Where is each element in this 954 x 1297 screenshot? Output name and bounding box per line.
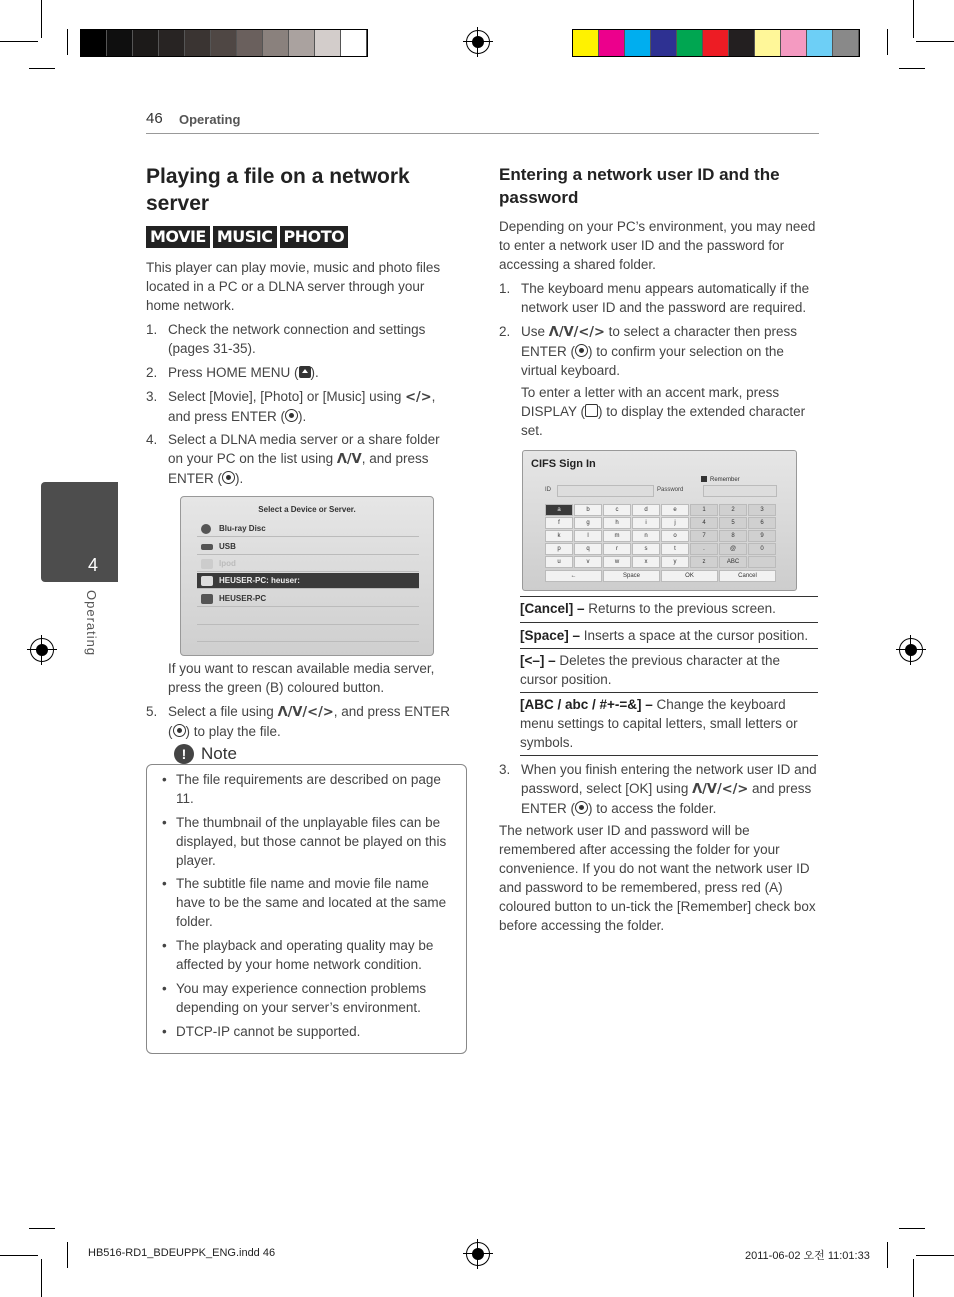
arrow-keys-icon: Λ/V/</> (692, 782, 749, 797)
note-item: • The subtitle file name and movie file name have to be the same and located at the same folder. (176, 874, 456, 931)
divider (520, 648, 818, 649)
device-item-bluray: Blu-ray Disc (197, 521, 419, 537)
color-swatch (599, 30, 625, 56)
divider (520, 596, 818, 597)
step-4: 4. Select a DLNA media server or a share folder on your PC on the list using Λ/V, and press ENTER ( ). (146, 432, 440, 486)
keyboard-key: p (545, 543, 573, 555)
right-intro: Depending on your PC’s environment, you may need to enter a network user ID and the password for accessing a shared folder. (499, 219, 816, 272)
keyboard-key: d (632, 504, 660, 516)
keyboard-key: l (574, 530, 602, 542)
pc-icon (201, 594, 213, 604)
color-swatch (625, 30, 651, 56)
keyboard-key: 3 (748, 504, 776, 516)
gray-swatch (107, 30, 133, 56)
enter-icon (173, 724, 186, 737)
keyboard-key: i (632, 517, 660, 529)
screen-title: Select a Device or Server. (258, 505, 356, 514)
keyboard-key: g (574, 517, 602, 529)
keyboard-title: CIFS Sign In (531, 458, 596, 470)
keyboard-key: o (661, 530, 689, 542)
keyboard-key: 7 (690, 530, 718, 542)
device-item-empty (197, 609, 419, 625)
divider (520, 622, 818, 623)
keyboard-key: 4 (690, 517, 718, 529)
gray-swatch (81, 30, 107, 56)
color-swatch (651, 30, 677, 56)
note-header (168, 744, 243, 764)
keyboard-key: 0 (748, 543, 776, 555)
keyboard-key: y (661, 556, 689, 568)
key-ok: OK (661, 570, 718, 582)
device-item-ipod: Ipod (197, 556, 419, 572)
device-item-heuser-pc: HEUSER-PC (197, 591, 419, 607)
gray-swatch (185, 30, 211, 56)
arrow-keys-icon: Λ/V (336, 452, 362, 467)
keyboard-key: j (661, 517, 689, 529)
keyboard-key: x (632, 556, 660, 568)
keyboard-key: 8 (719, 530, 747, 542)
keyboard-key: z (690, 556, 718, 568)
keyboard-key: 2 (719, 504, 747, 516)
page-number: 46 (146, 110, 163, 127)
keyboard-key: n (632, 530, 660, 542)
device-list-screenshot (180, 496, 434, 656)
gray-swatch (211, 30, 237, 56)
keyboard-key: a (545, 504, 573, 516)
footer-filename: HB516-RD1_BDEUPPK_ENG.indd 46 (88, 1247, 276, 1259)
right-step-1: 1. The keyboard menu appears automatically if the network user ID and the password are required. (499, 281, 810, 315)
note-item: • The file requirements are described on page 11. (176, 770, 456, 808)
enter-icon (222, 471, 235, 484)
color-swatch (833, 30, 859, 56)
def-cancel: [Cancel] – Returns to the previous screen. (520, 601, 776, 616)
remember-checkbox: Remember (701, 476, 740, 483)
keyboard-key: c (603, 504, 631, 516)
color-swatch (703, 30, 729, 56)
note-label: Note (201, 744, 237, 763)
gray-swatch (237, 30, 263, 56)
section-title: Operating (179, 112, 241, 127)
gray-swatch (341, 30, 367, 56)
right-step-2: 2. Use Λ/V/</> to select a character then press ENTER ( ) to confirm your selection on the virtual keyboard. (499, 324, 798, 378)
section-heading: Entering a network user ID and the password (499, 165, 780, 207)
badge-music: MUSIC (213, 226, 277, 248)
key-backspace: ← (545, 570, 602, 582)
keyboard-key: 5 (719, 517, 747, 529)
closing-text: The network user ID and password will be remembered after accessing the folder for your convenience. If you do not want the network user ID and password to be remembered, press red (A) coloured button to un-tick the [Remember] check box before accessing the folder. (499, 823, 816, 933)
home-icon (299, 366, 311, 378)
note-item: • The playback and operating quality may be affected by your home network condition. (176, 936, 456, 974)
gray-swatch (159, 30, 185, 56)
keyboard-keys (545, 504, 776, 568)
step-3: 3. Select [Movie], [Photo] or [Music] using </>, and press ENTER ( ). (146, 389, 436, 424)
footer-date: 2011-06-02 오전 11:01:33 (745, 1250, 870, 1262)
keyboard-key: s (632, 543, 660, 555)
grayscale-bar (80, 29, 368, 57)
media-badges (146, 226, 348, 248)
note-item: • The thumbnail of the unplayable files can be displayed, but those cannot be played on this player. (176, 813, 456, 870)
key-cancel: Cancel (719, 570, 776, 582)
cifs-keyboard-screenshot (522, 450, 797, 591)
disc-icon (201, 524, 211, 534)
arrow-keys-icon: Λ/V/</> (548, 325, 605, 340)
keyboard-key: h (603, 517, 631, 529)
keyboard-key: f (545, 517, 573, 529)
divider (520, 692, 818, 693)
badge-photo: PHOTO (280, 226, 349, 248)
keyboard-key: @ (719, 543, 747, 555)
color-swatch (729, 30, 755, 56)
usb-icon (201, 544, 213, 550)
chapter-label: Operating (84, 590, 99, 657)
keyboard-key: e (661, 504, 689, 516)
id-field (557, 485, 654, 497)
keyboard-bottom-row (545, 570, 776, 582)
arrow-keys-icon: Λ/V/</> (277, 705, 334, 720)
gray-swatch (289, 30, 315, 56)
registration-mark-icon (466, 1242, 490, 1266)
keyboard-key: k (545, 530, 573, 542)
device-item-heuser-share: HEUSER-PC: heuser: (197, 573, 419, 589)
def-space: [Space] – Inserts a space at the cursor position. (520, 628, 809, 643)
chapter-tab (41, 482, 118, 582)
registration-mark-icon (899, 638, 923, 662)
step-2: 2. Press HOME MENU ( ). (146, 365, 319, 380)
color-swatch (573, 30, 599, 56)
color-swatch (677, 30, 703, 56)
keyboard-key: ABC (719, 556, 747, 568)
gray-swatch (263, 30, 289, 56)
keyboard-key: m (603, 530, 631, 542)
color-bar (572, 29, 860, 57)
right-step-3: 3. When you finish entering the network user ID and password, select [OK] using Λ/V/</> and press ENTER ( ) to access the folder. (499, 762, 817, 816)
color-swatch (781, 30, 807, 56)
accent-text: To enter a letter with an accent mark, press DISPLAY ( ) to display the extended character set. (521, 385, 806, 438)
exclamation-icon: ! (174, 744, 194, 764)
rescan-text: If you want to rescan available media server, press the green (B) coloured button. (168, 661, 435, 695)
step-5: 5. Select a file using Λ/V/</>, and press ENTER ( ) to play the file. (146, 704, 451, 739)
color-swatch (755, 30, 781, 56)
device-item-usb: USB (197, 539, 419, 555)
keyboard-key: 6 (748, 517, 776, 529)
device-item-empty (197, 626, 419, 642)
gray-swatch (315, 30, 341, 56)
intro-text: This player can play movie, music and photo files located in a PC or a DLNA server through your home network. (146, 260, 441, 313)
key-space: Space (603, 570, 660, 582)
keyboard-key: 1 (690, 504, 718, 516)
divider (520, 755, 818, 756)
arrow-keys-icon: </> (405, 390, 432, 405)
def-abc: [ABC / abc / #+-=&] – Change the keyboard menu settings to capital letters, small letters or symbols. (520, 697, 798, 750)
display-icon (585, 404, 598, 417)
keyboard-key: b (574, 504, 602, 516)
id-label: ID (545, 487, 551, 493)
registration-mark-icon (466, 30, 490, 54)
color-swatch (807, 30, 833, 56)
keyboard-key: u (545, 556, 573, 568)
registration-mark-icon (30, 638, 54, 662)
enter-icon (285, 409, 298, 422)
server-icon (201, 576, 213, 586)
badge-movie: MOVIE (146, 226, 210, 248)
keyboard-key: w (603, 556, 631, 568)
def-backspace: [<–] – Deletes the previous character at the cursor position. (520, 653, 781, 687)
header-rule (146, 133, 819, 134)
enter-icon (575, 344, 588, 357)
gray-swatch (133, 30, 159, 56)
password-label: Password (657, 487, 684, 493)
keyboard-key: v (574, 556, 602, 568)
keyboard-key: q (574, 543, 602, 555)
note-item: • You may experience connection problems depending on your server’s environment. (176, 979, 456, 1017)
enter-icon (575, 801, 588, 814)
keyboard-key: t (661, 543, 689, 555)
note-item: • DTCP-IP cannot be supported. (176, 1022, 456, 1041)
password-field (703, 485, 777, 497)
keyboard-key: . (690, 543, 718, 555)
keyboard-key: 9 (748, 530, 776, 542)
keyboard-key (748, 556, 776, 568)
step-1: 1. Check the network connection and settings (pages 31-35). (146, 322, 426, 356)
chapter-number: 4 (88, 555, 99, 575)
ipod-icon (201, 559, 213, 569)
keyboard-key: r (603, 543, 631, 555)
page-title: Playing a file on a network server (146, 165, 410, 215)
